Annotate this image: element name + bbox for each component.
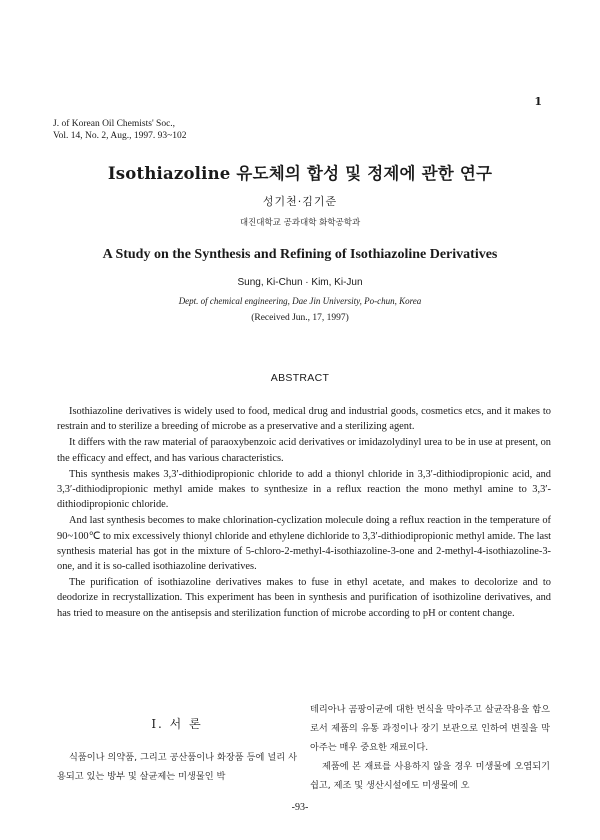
abstract-paragraph: And last synthesis becomes to make chlorination-cyclization molecule doing a reflux reaction in the temperature of 90~100℃ to mix excessively thionyl chloride and ethylene dichloride to 3,3′-dithiodipropionic methyl amide. The last synthesis material has got in the mixture of 5-chloro-2-methyl-4-isothiazoline-3-one and 2-methyl-4-isothiazoline-3-one, and it is so-called isothiazoline derivatives.	[57, 515, 551, 573]
body-column-left	[57, 707, 297, 786]
journal-reference	[53, 118, 187, 142]
section-heading-introduction: Ⅰ. 서 론	[151, 717, 203, 731]
authors-korean: 성기천·김기준	[262, 195, 338, 208]
abstract-heading: ABSTRACT	[270, 372, 330, 384]
abstract-paragraph: Isothiazoline derivatives is widely used to food, medical drug and industrial goods, cosmetics etcs, and it makes to restrain and to sterilize a breeding of microbe as a preservative and a sterilizing agent.	[57, 406, 551, 433]
journal-reference-line: J. of Korean Oil Chemists' Soc.,	[53, 119, 176, 129]
affiliation-korean: 대진대학교 공과대학 화학공학과	[239, 218, 361, 228]
paper-title-english: A Study on the Synthesis and Refining of Isothiazoline Derivatives	[102, 247, 498, 262]
paper-title-korean: Isothiazoline 유도체의 합성 및 정제에 관한 연구	[107, 164, 493, 183]
abstract-paragraph: The purification of isothiazoline derivatives makes to fuse in ethyl acetate, and makes to decolorize and to deodorize in recrystallization. This experiment has been in synthesis and purification of isothizoline derivatives, and has tried to measure on the antisepsis and sterilization function of microbe according to pH or content change.	[57, 577, 551, 619]
footer-page-number: -93-	[291, 802, 309, 813]
abstract-paragraph: This synthesis makes 3,3′-dithiodipropionic chloride to add a thionyl chloride in 3,3′-dithiodipropionic acid, and 3,3′-dithiodipropionic methyl amide makes to synthesize in a reflux reaction the mono methyl amine to 3,3′-dithiodipropionic chloride.	[57, 468, 551, 511]
page-number: 1	[534, 95, 542, 108]
department-english: Dept. of chemical engineering, Dae Jin University, Po-chun, Korea	[178, 296, 422, 306]
journal-reference-line: Vol. 14, No. 2, Aug., 1997. 93~102	[53, 131, 187, 141]
body-paragraph: 식품이나 의약품, 그리고 공산품이나 화장품 등에 널리 사용되고 있는 방부 및 살균제는 미생물인 박	[57, 752, 297, 782]
abstract-body	[57, 404, 551, 622]
body-paragraph: 제품에 본 재료를 사용하지 않을 경우 미생물에 오염되기 쉽고, 제조 및 생산시설에도 미생물에 오	[310, 761, 550, 791]
authors-english: Sung, Ki-Chun · Kim, Ki-Jun	[237, 277, 363, 288]
body-column-right	[310, 700, 550, 795]
abstract-paragraph: It differs with the raw material of paraoxybenzoic acid derivatives or imidazolydinyl urea to be in use at present, on the efficacy and effect, and has various characteristics.	[57, 437, 551, 464]
received-date: (Received Jun., 17, 1997)	[251, 313, 349, 323]
body-paragraph: 테리아나 곰팡이균에 대한 번식을 막아주고 살균작용을 함으로서 제품의 유통 과정이나 장기 보관으로 인하여 변질을 막아주는 매우 중요한 재료이다.	[310, 704, 550, 753]
